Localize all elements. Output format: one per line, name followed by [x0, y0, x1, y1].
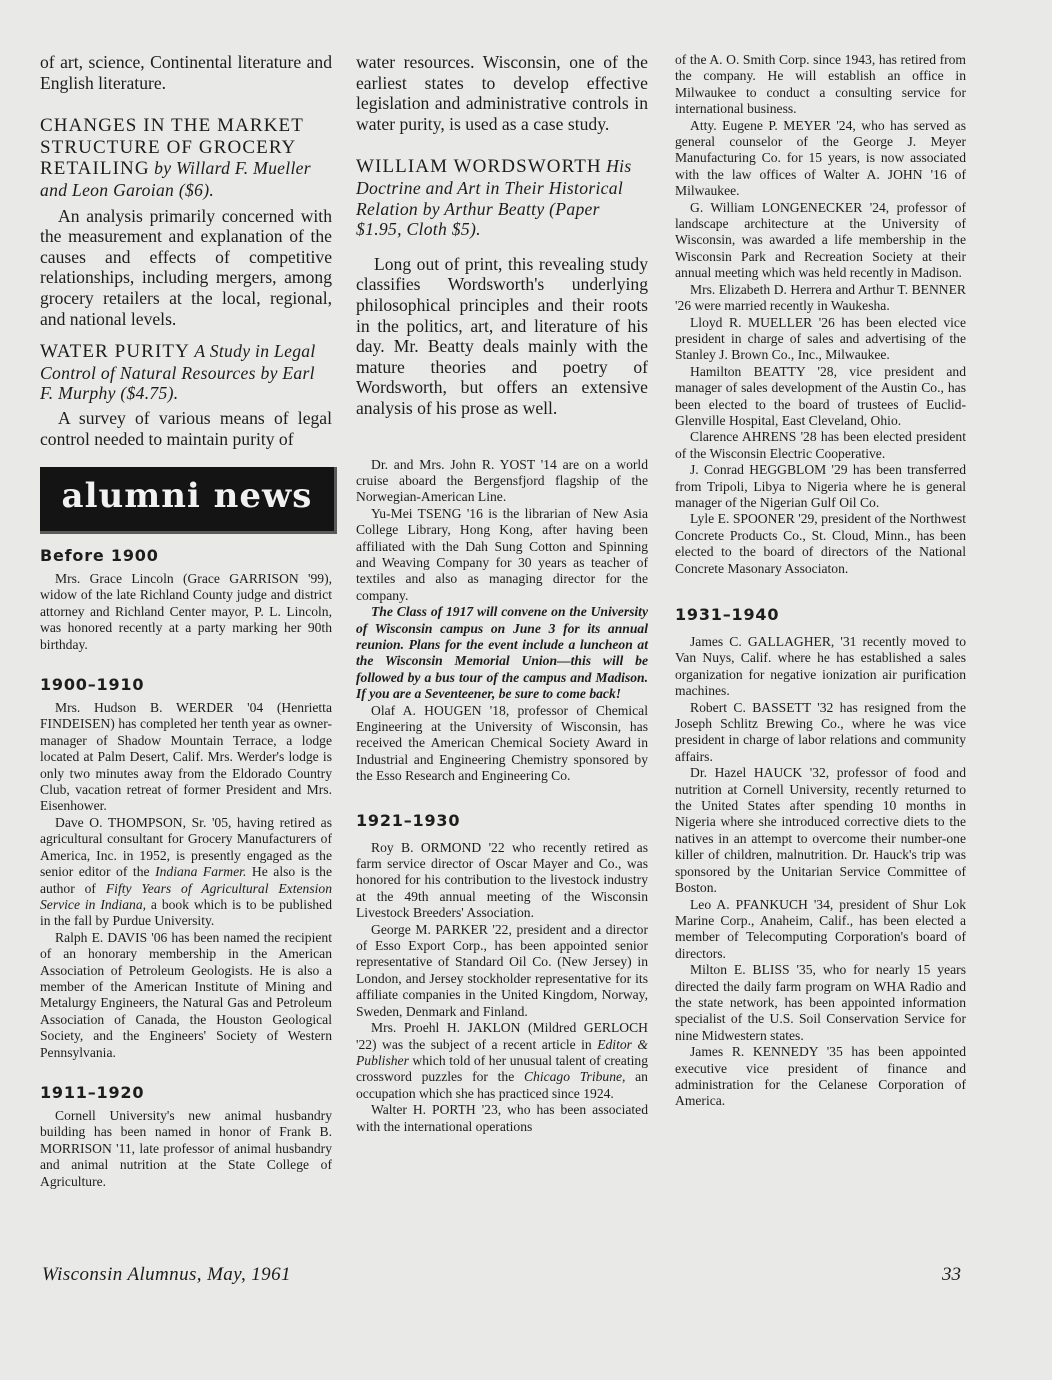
news-item: James R. KENNEDY '35 has been appointed executive vice president of finance and administration for the Celanese Corporation of America. — [675, 1044, 966, 1109]
book-description: Long out of print, this revealing study classifies Wordsworth's underlying philosophical principles and their roots in the politics, art, and literature of his day. Mr. Beatty deals mainly with the mature theories and poetry of Wordsworth, but offers an extensive analysis of his prose as well. — [356, 253, 648, 418]
news-item: J. Conrad HEGGBLOM '29 has been transferred from Tripoli, Libya to Nigeria where he is general manager of the Nigerian Gulf Oil Co. — [675, 462, 966, 510]
news-item: of the A. O. Smith Corp. since 1943, has retired from the company. He will establish an office in Milwaukee to conduct a consulting service for international business. — [675, 52, 966, 117]
column-left — [40, 52, 332, 449]
decade-heading: 1921–1930 — [356, 810, 461, 830]
book-description: An analysis primarily concerned with the measurement and explanation of the causes and effects of competitive relationships, including mergers, among grocery retailers at the local, regional, and national levels. — [40, 205, 332, 329]
book-title: WATER PURITY — [40, 341, 190, 363]
intro-tail: of art, science, Continental literature and English literature. — [40, 52, 332, 93]
news-item: Leo A. PFANKUCH '34, president of Shur Lok Marine Corp., Anaheim, Calif., has been elected a member of Telecomputing Corporation's board of directors. — [675, 896, 966, 961]
news-item: Olaf A. HOUGEN '18, professor of Chemical Engineering at the University of Wisconsin, has received the American Chemical Society Award in Industrial and Engineering Chemistry sponsored by the Esso Research and Engineering Co. — [356, 702, 648, 784]
column-left-news — [40, 546, 332, 1190]
news-item: Dave O. THOMPSON, Sr. '05, having retired as agricultural consultant for Grocery Manufacturers of America, Inc. in 1952, is presently engaged as the senior editor of the Indiana Farmer. He also is the author of Fifty Years of Agricultural Extension Service in Indiana, a book which is to be published in the fall by Purdue University. — [40, 814, 332, 929]
book-byline: A Study in Legal Control of Natural Resources by Earl F. Murphy ($4.75). — [40, 341, 316, 404]
decade-heading: 1900–1910 — [40, 675, 145, 695]
decade-heading: 1931–1940 — [675, 605, 780, 624]
water-tail: water resources. Wisconsin, one of the earliest states to develop effective legislation and administrative controls in water purity, is used as a case study. — [356, 52, 648, 134]
news-item: Mrs. Proehl H. JAKLON (Mildred GERLOCH '22) was the subject of a recent article in Editor & Publisher which told of her unusual talent of creating crossword puzzles for the Chicago Tribune, an occupation which she has practiced since 1924. — [356, 1020, 648, 1101]
news-item: Walter H. PORTH '23, who has been associated with the international operations — [356, 1102, 648, 1134]
news-item: Hamilton BEATTY '28, vice president and manager of sales development of the Austin Co., has been elected to the board of trustees of Euclid-Glenville Hospital, East Cleveland, Ohio. — [675, 363, 966, 428]
news-item: Mrs. Grace Lincoln (Grace GARRISON '99), widow of the late Richland County judge and district attorney and Richland Center mayor, P. L. Lincoln, was honored recently at a party marking her 90th birthday. — [40, 571, 332, 652]
book-grocery-heading — [40, 115, 332, 200]
book-description: A survey of various means of legal control needed to maintain purity of — [40, 407, 332, 449]
book-byline: by Willard F. Mueller and Leon Garoian ($6). — [40, 158, 311, 200]
news-item: Robert C. BASSETT '32 has resigned from the Joseph Schlitz Brewing Co., where he was vice president in charge of labor relations and community affairs. — [675, 699, 966, 764]
page-number: 33 — [942, 1264, 961, 1285]
column-right — [675, 52, 966, 1110]
book-wordsworth-heading — [356, 156, 648, 239]
book-water-heading — [40, 341, 332, 404]
news-item: Yu-Mei TSENG '16 is the librarian of New Asia College Library, Hong Kong, after having been affiliated with the Dah Sung Cotton and Spinning and Weaving Company for 30 years as teacher of textiles and also as managing director for the company. — [356, 505, 648, 603]
news-item: Dr. and Mrs. John R. YOST '14 are on a world cruise aboard the Bergensfjord flagship of the Norwegian-American Line. — [356, 456, 648, 505]
news-item: Lyle E. SPOONER '29, president of the Northwest Concrete Products Co., St. Cloud, Minn., has been elected to the board of directors of the National Concrete Masonary Associaton. — [675, 511, 966, 576]
news-item: Milton E. BLISS '35, who for nearly 15 years directed the daily farm program on WHA Radio and the state network, has been appointed information specialist of the U.S. Soil Conservation Service for nine Midwestern states. — [675, 962, 966, 1043]
news-item: Lloyd R. MUELLER '26 has been elected vice president in charge of sales and advertising of the Stanley J. Brown Co., Inc., Milwaukee. — [675, 314, 966, 363]
news-item: Mrs. Hudson B. WERDER '04 (Henrietta FINDEISEN) has completed her tenth year as owner-manager of Shadow Mountain Terrace, a lodge located at Palm Desert, Calif. Mrs. Werder's lodge is only two minutes away from the Eldorado Country Club, vacation retreat of former President and Mrs. Eisenhower. — [40, 700, 332, 814]
news-item: George M. PARKER '22, president and a director of Esso Export Corp., has been appointed senior representative of Standard Oil Co. (New Jersey) in London, and Jersey stockholder representative for its affiliate companies in the United Kingdom, Norway, Sweden, Denmark and Finland. — [356, 921, 648, 1019]
book-byline: His Doctrine and Art in Their Historical Relation by Arthur Beatty (Paper $1.95, Cloth $5). — [356, 156, 632, 240]
class-1917-notice: The Class of 1917 will convene on the University of Wisconsin campus on June 3 for its annual reunion. Plans for the event include a luncheon at the Wisconsin Memorial Union—this will be followed by a bus tour of the campus and Madison. If you are a Seventeener, be sure to come back! — [356, 604, 648, 702]
news-item: G. William LONGENECKER '24, professor of landscape architecture at the University of Wisconsin, was awarded a life membership in the Wisconsin Park and Recreation Society at their annual meeting which was held recently in Madison. — [675, 199, 966, 281]
banner-text: alumni news — [61, 476, 313, 516]
book-title: CHANGES IN THE MARKET STRUCTURE OF GROCERY RETAILING — [40, 115, 304, 180]
news-item: Mrs. Elizabeth D. Herrera and Arthur T. BENNER '26 were married recently in Waukesha. — [675, 281, 966, 314]
news-item: Dr. Hazel HAUCK '32, professor of food and nutrition at Cornell University, recently returned to the United States after spending 10 months in Nigeria where she introduced corrective diets to the natives in an attempt to overcome their number-one killer of children, malnutrition. Dr. Hauck's trip was sponsored by the Unitarian Service Committee of Boston. — [675, 765, 966, 896]
publication-footer: Wisconsin Alumnus, May, 1961 — [42, 1264, 291, 1285]
news-item: James C. GALLAGHER, '31 recently moved to Van Nuys, Calif. where he has established a sales organization for negative ionization air purification machines. — [675, 634, 966, 699]
book-title: WILLIAM WORDSWORTH — [356, 156, 602, 178]
decade-heading: Before 1900 — [40, 546, 159, 565]
news-item: Clarence AHRENS '28 has been elected president of the Wisconsin Electric Cooperative. — [675, 429, 966, 461]
column-middle — [356, 52, 648, 1135]
news-item: Atty. Eugene P. MEYER '24, who has served as general counselor of the George J. Meyer Manufacturing Co. for 15 years, is now associated with the law offices of Walter A. JOHN '16 of Milwaukee. — [675, 117, 966, 199]
news-item: Cornell University's new animal husbandry building has been named in honor of Frank B. MORRISON '11, late professor of animal husbandry and animal nutrition at the State College of Agriculture. — [40, 1107, 332, 1189]
decade-heading: 1911–1920 — [40, 1082, 145, 1102]
news-item: Ralph E. DAVIS '06 has been named the recipient of an honorary membership in the American Association of Petroleum Geologists. He is also a member of the American Institute of Mining and Metalurgy Engineers, the Natural Gas and Petroleum Association of Canada, the Houston Geological Society, and the Engineers' Society of Western Pennsylvania. — [40, 929, 332, 1060]
alumni-news-banner — [40, 467, 337, 534]
news-item: Roy B. ORMOND '22 who recently retired as farm service director of Oscar Mayer and Co., was honored for his contribution to the livestock industry at the 49th annual meeting of the Wisconsin Livestock Breeders' Association. — [356, 839, 648, 921]
